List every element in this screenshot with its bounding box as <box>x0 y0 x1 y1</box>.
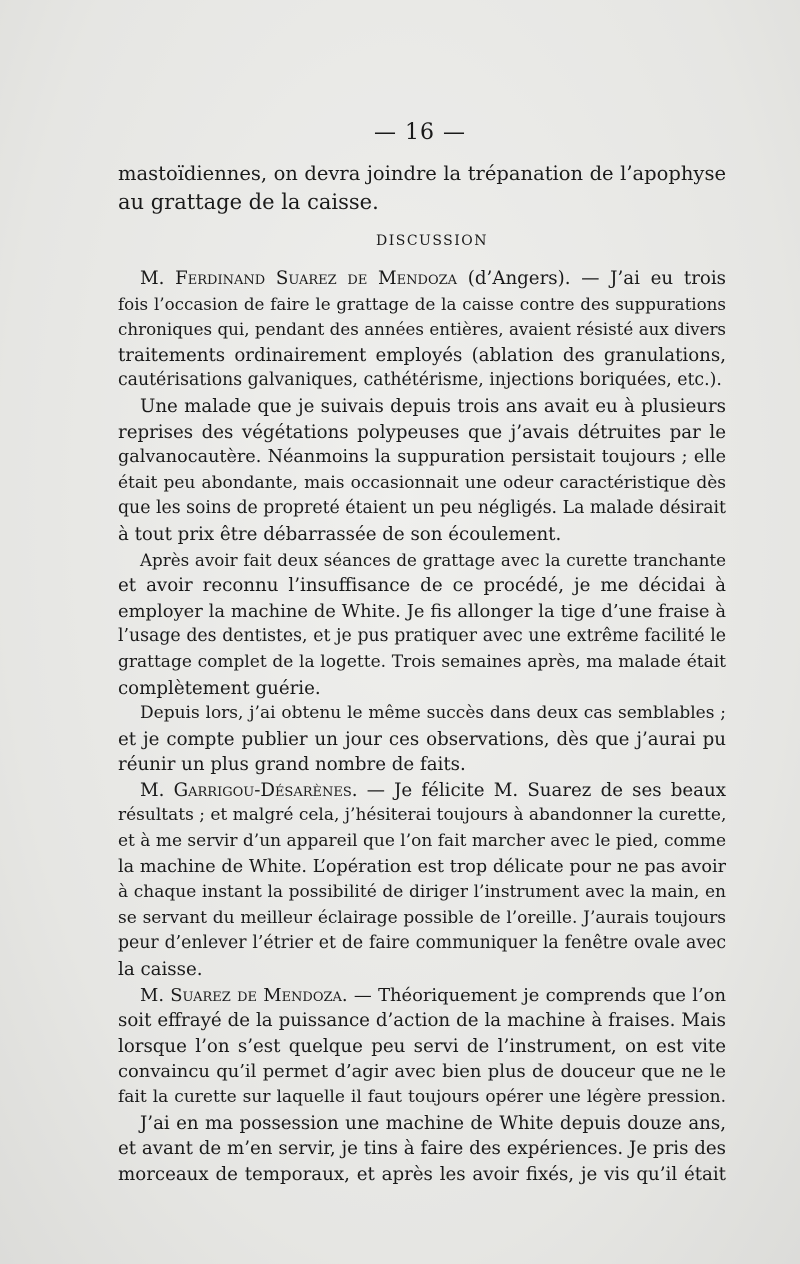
body-line: morceaux de temporaux, et après les avoir fixés, je vis qu’il était <box>118 1163 726 1185</box>
body-line: cautérisations galvaniques, cathétérisme, injections boriquées, etc.). <box>118 370 722 391</box>
page-body <box>118 160 726 1187</box>
body-line: peur d’enlever l’étrier et de faire communiquer la fenêtre ovale avec <box>118 933 726 954</box>
body-line: traitements ordinairement employés (ablation des granulations, <box>118 344 726 366</box>
body-line: chroniques qui, pendant des années entières, avaient résisté aux divers <box>118 319 726 340</box>
paragraph-first-line <box>118 778 726 804</box>
body-line: mastoïdiennes, on devra joindre la trépanation de l’apophyse <box>118 162 726 185</box>
line-text: — Je félicite M. Suarez de ses beaux <box>357 779 726 801</box>
line-text: — Théoriquement je comprends que l’on <box>347 984 726 1006</box>
speaker-name: M. Ferdinand Suarez de Mendoza <box>140 268 458 289</box>
body-line: reprises des végétations polypeuses que j’avais détruites par le <box>118 421 726 443</box>
body-line: Après avoir fait deux séances de grattage avec la curette tranchante <box>140 549 726 570</box>
page-number: — 16 — <box>374 120 466 145</box>
body-line: fait la curette sur laquelle il faut toujours opérer une légère pression. <box>118 1087 726 1107</box>
body-line: soit effrayé de la puissance d’action de la machine à fraises. Mais <box>118 1010 726 1032</box>
body-line: grattage complet de la logette. Trois semaines après, ma malade était <box>118 651 726 672</box>
speaker-name: M. Garrigou-Désarènes. <box>140 779 358 801</box>
body-line: galvanocautère. Néanmoins la suppuration persistait toujours ; elle <box>118 447 726 468</box>
body-line: à tout prix être débarrassée de son écoulement. <box>118 523 562 545</box>
body-line: la caisse. <box>118 959 203 981</box>
body-line: Une malade que je suivais depuis trois ans avait eu à plusieurs <box>140 395 726 417</box>
body-line: J’ai en ma possession une machine de White depuis douze ans, <box>140 1112 726 1134</box>
body-line: résultats ; et malgré cela, j’hésiterai toujours à abandonner la curette, <box>118 805 726 826</box>
body-line: était peu abondante, mais occasionnait une odeur caractéristique dès <box>118 472 726 493</box>
body-line: réunir un plus grand nombre de faits. <box>118 754 466 776</box>
body-line: et à me servir d’un appareil que l’on fait marcher avec le pied, comme <box>118 831 726 852</box>
body-line: la machine de White. L’opération est trop délicate pour ne pas avoir <box>118 856 726 877</box>
line-text: (d’Angers). — J’ai eu trois <box>457 268 726 289</box>
body-line: Depuis lors, j’ai obtenu le même succès dans deux cas semblables ; <box>140 703 726 724</box>
body-line: complètement guérie. <box>118 677 321 699</box>
body-line: convaincu qu’il permet d’agir avec bien plus de douceur que ne le <box>118 1061 726 1083</box>
paragraph-first-line <box>118 266 726 292</box>
paragraph-first-line <box>118 983 726 1009</box>
body-line: employer la machine de White. Je fis allonger la tige d’une fraise à <box>118 600 726 622</box>
body-line: et avant de m’en servir, je tins à faire des expériences. Je pris des <box>118 1138 726 1160</box>
body-line: au grattage de la caisse. <box>118 190 379 214</box>
body-line: lorsque l’on s’est quelque peu servi de l’instrument, on est vite <box>118 1035 726 1057</box>
body-line: fois l’occasion de faire le grattage de la caisse contre des suppurations <box>118 293 726 314</box>
body-line: se servant du meilleur éclairage possible de l’oreille. J’aurais toujours <box>118 907 726 928</box>
body-line: que les soins de propreté étaient un peu négligés. La malade désirait <box>118 498 726 519</box>
body-line: et avoir reconnu l’insuffisance de ce procédé, je me décidai à <box>118 575 726 597</box>
body-line: l’usage des dentistes, et je pus pratiquer avec une extrême facilité le <box>118 626 726 647</box>
speaker-name: M. Suarez de Mendoza. <box>140 984 348 1006</box>
body-line: à chaque instant la possibilité de diriger l’instrument avec la main, en <box>118 882 726 903</box>
section-heading: DISCUSSION <box>375 233 489 249</box>
body-line: et je compte publier un jour ces observations, dès que j’aurai pu <box>118 728 726 750</box>
